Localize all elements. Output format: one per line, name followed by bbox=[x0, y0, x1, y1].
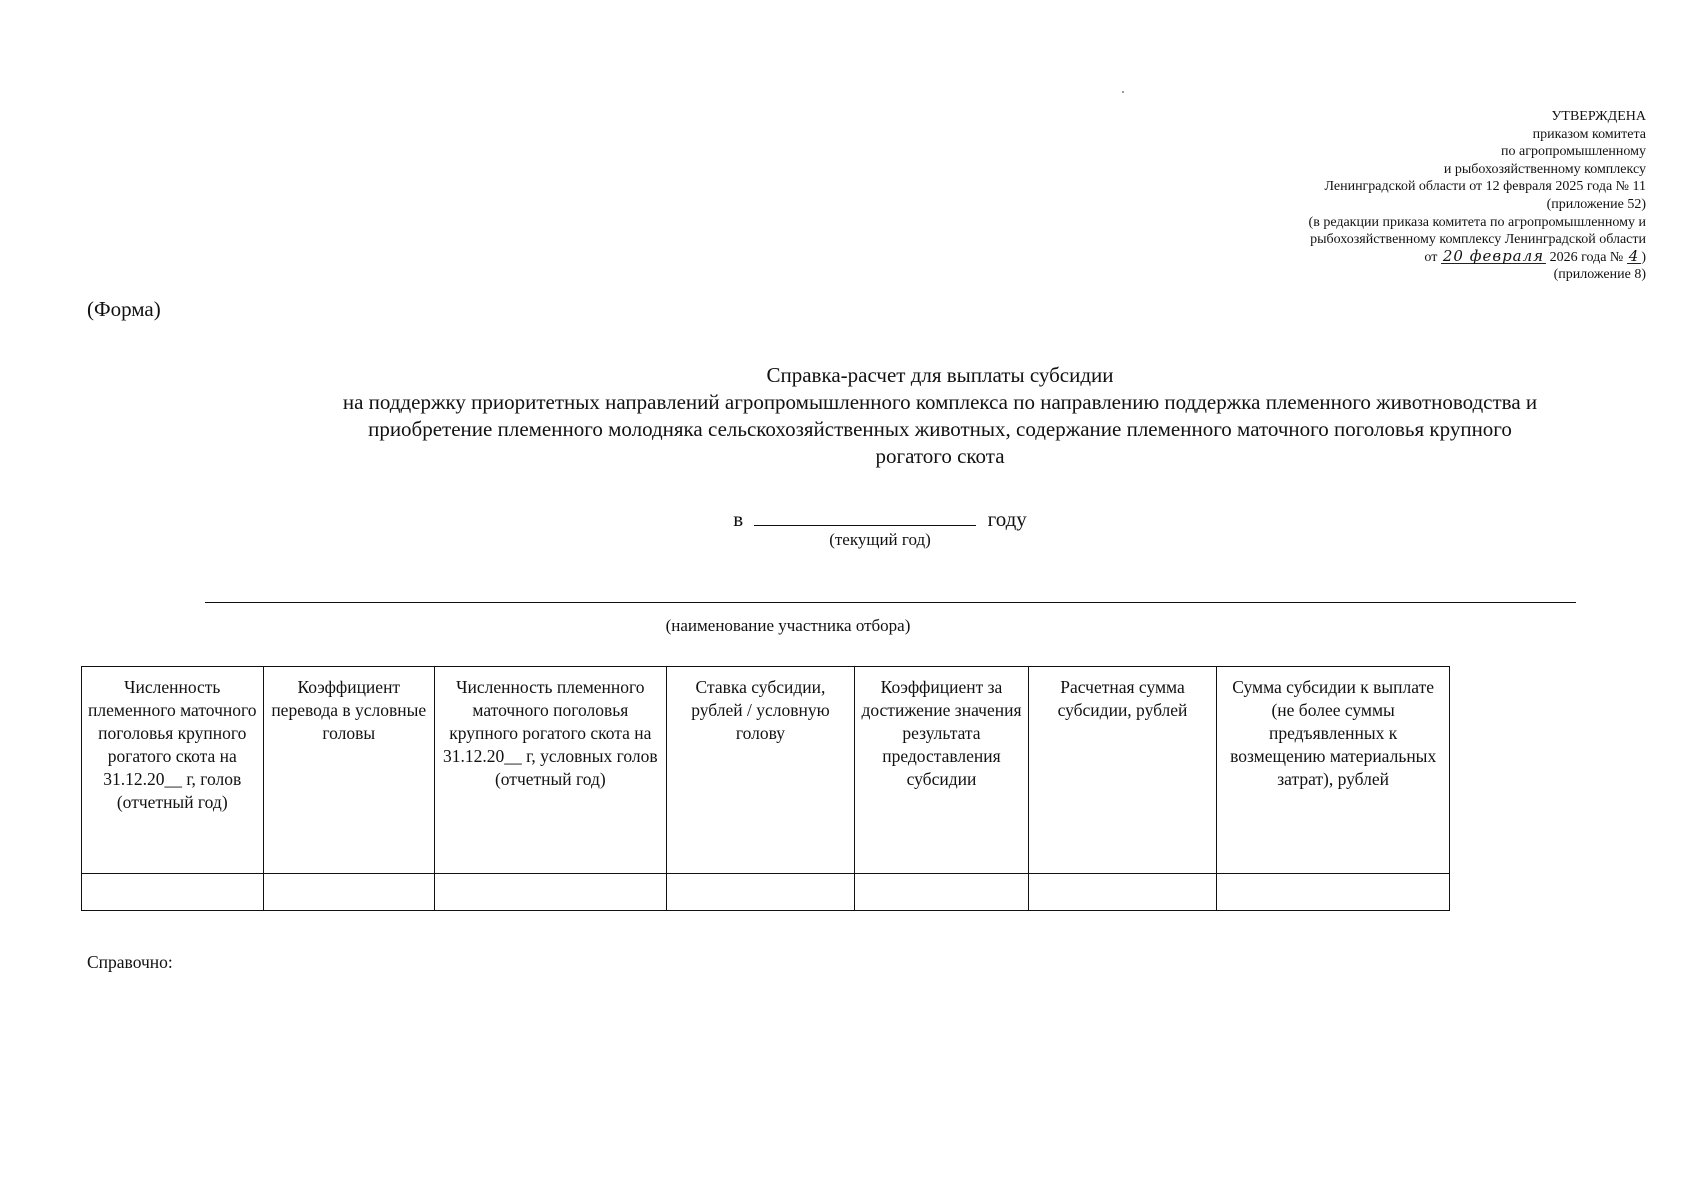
year-suffix: году bbox=[987, 507, 1027, 531]
approval-annex: (приложение 8) bbox=[1553, 267, 1646, 283]
approval-line: (в редакции приказа комитета по агропромышленному и bbox=[1308, 214, 1646, 230]
year-hint: (текущий год) bbox=[829, 530, 931, 549]
table-cell[interactable] bbox=[82, 874, 264, 911]
handwritten-date: 20 февраля bbox=[1442, 246, 1545, 265]
year-line bbox=[0, 505, 1696, 532]
header-cell: Сумма субсидии к выплате (не более суммы предъявленных к возмещению материальных затрат), рублей bbox=[1217, 667, 1450, 874]
calculation-table bbox=[81, 666, 1450, 911]
header-cell: Коэффициент перевода в условные головы bbox=[263, 667, 435, 874]
approval-date-suffix: 2026 года № bbox=[1549, 249, 1624, 265]
approval-date-prefix: от bbox=[1424, 249, 1438, 265]
org-hint: (наименование участника отбора) bbox=[665, 616, 911, 635]
approval-title: УТВЕРЖДЕНА bbox=[1551, 109, 1646, 124]
approval-line: и рыбохозяйственному комплексу bbox=[1443, 161, 1646, 177]
table-cell[interactable] bbox=[1028, 874, 1217, 911]
title-line: рогатого скота bbox=[875, 444, 1005, 468]
table-header-row bbox=[82, 667, 1450, 874]
form-label: (Форма) bbox=[87, 297, 161, 321]
approval-line: (приложение 52) bbox=[1546, 196, 1646, 212]
org-name-field[interactable] bbox=[205, 602, 1576, 603]
approval-date-close: ) bbox=[1641, 249, 1646, 265]
year-blank-field[interactable] bbox=[754, 505, 976, 526]
header-cell: Ставка субсидии, рублей / условную голову bbox=[666, 667, 855, 874]
approval-line: приказом комитета bbox=[1532, 126, 1646, 142]
table-cell[interactable] bbox=[435, 874, 667, 911]
header-cell: Расчетная сумма субсидии, рублей bbox=[1028, 667, 1217, 874]
header-cell: Численность племенного маточного поголовья крупного рогатого скота на 31.12.20__ г, голов (отчетный год) bbox=[82, 667, 264, 874]
title-line: приобретение племенного молодняка сельскохозяйственных животных, содержание племенного маточного поголовья крупного bbox=[368, 417, 1512, 441]
scan-speck bbox=[1122, 91, 1124, 93]
handwritten-number: 4 bbox=[1628, 246, 1640, 265]
table-cell[interactable] bbox=[1217, 874, 1450, 911]
header-cell: Численность племенного маточного поголовья крупного рогатого скота на 31.12.20__ г, условных голов (отчетный год) bbox=[435, 667, 667, 874]
approval-line: Ленинградской области от 12 февраля 2025 года № 11 bbox=[1324, 179, 1646, 195]
table-row bbox=[82, 874, 1450, 911]
title-line: Справка-расчет для выплаты субсидии bbox=[766, 363, 1114, 387]
approval-line: по агропромышленному bbox=[1501, 144, 1646, 160]
reference-label: Справочно: bbox=[87, 952, 173, 972]
approval-block bbox=[1309, 108, 1646, 284]
table-cell[interactable] bbox=[855, 874, 1029, 911]
year-prefix: в bbox=[733, 507, 744, 531]
document-title bbox=[210, 362, 1670, 470]
title-line: на поддержку приоритетных направлений агропромышленного комплекса по направлению поддержка племенного животноводства и bbox=[342, 390, 1538, 414]
table-cell[interactable] bbox=[263, 874, 435, 911]
header-cell: Коэффициент за достижение значения результата предоставления субсидии bbox=[855, 667, 1029, 874]
approval-date-line bbox=[1309, 246, 1646, 267]
table-cell[interactable] bbox=[666, 874, 855, 911]
approval-line: рыбохозяйственному комплексу Ленинградской области bbox=[1310, 232, 1646, 248]
